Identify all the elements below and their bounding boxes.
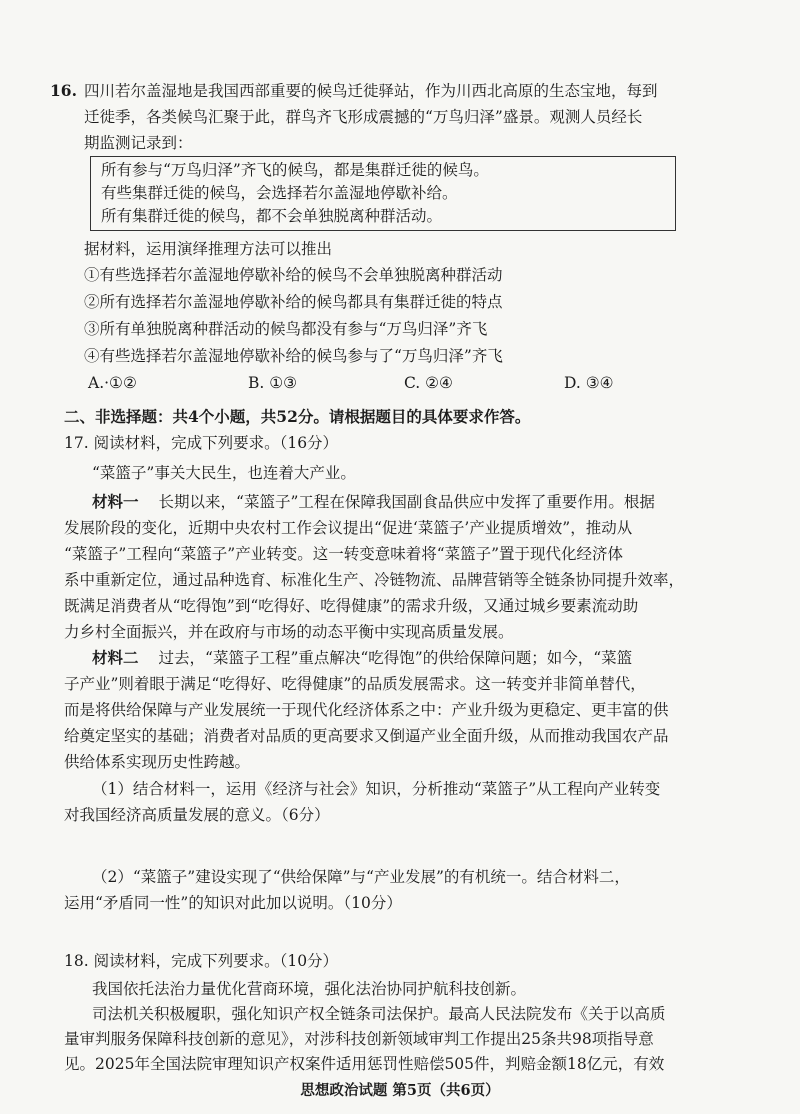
material1-text: 长期以来，“菜篮子”工程在保障我国副食品供应中发挥了重要作用。根据 (158, 493, 655, 511)
q16-stem-line: 四川若尔盖湿地是我国西部重要的候鸟迁徙驿站，作为川西北高原的生态宝地，每到 (84, 82, 658, 100)
material2-first-line (92, 647, 632, 669)
option-a[interactable]: A.·①② (88, 374, 137, 392)
q16-number: 16. (50, 81, 77, 100)
q16-statement: ②所有选择若尔盖湿地停歇补给的候鸟都具有集群迁徙的特点 (84, 293, 503, 311)
q17-sub2-line: （2）“菜篮子”建设实现了“供给保障”与“产业发展”的有机统一。结合材料二， (92, 868, 630, 886)
material2-line: 给奠定坚实的基础；消费者对品质的更高要求又倒逼产业全面升级，从而推动我国农产品 (64, 727, 669, 745)
q18-line: 我国依托法治力量优化营商环境，强化法治协同护航科技创新。 (92, 980, 527, 998)
q17-sub2-line: 运用“矛盾同一性”的知识对此加以说明。（10分） (64, 894, 402, 912)
q16-prompt: 据材料，运用演绎推理方法可以推出 (84, 240, 333, 258)
material1-line: 既满足消费者从“吃得饱”到“吃得好、吃得健康”的需求升级，又通过城乡要素流动助 (64, 597, 639, 615)
q16-options (88, 372, 708, 394)
material1-line: “菜篮子”工程向“菜篮子”产业转变。这一转变意味着将“菜篮子”置于现代化经济体 (64, 545, 624, 563)
material2-line: 供给体系实现历史性跨越。 (64, 753, 251, 771)
material2-line: 而是将供给保障与产业发展统一于现代化经济体系之中：产业升级为更稳定、更丰富的供 (64, 701, 669, 719)
observation-line: 所有集群迁徙的候鸟，都不会单独脱离种群活动。 (101, 207, 443, 225)
material2-label: 材料二 (92, 648, 139, 667)
q16-statement: ③所有单独脱离种群活动的候鸟都没有参与“万鸟归泽”齐飞 (84, 320, 488, 338)
page-footer: 思想政治试题 第5页（共6页） (300, 1082, 500, 1099)
q17-sub1-line: （1）结合材料一，运用《经济与社会》知识，分析推动“菜篮子”从工程向产业转变 (92, 780, 661, 798)
q18-line: 司法机关积极履职，强化知识产权全链条司法保护。最高人民法院发布《关于以高质 (92, 1005, 666, 1023)
material2-text: 过去，“菜篮子工程”重点解决“吃得饱”的供给保障问题；如今，“菜篮 (158, 649, 633, 667)
observation-box (90, 156, 676, 231)
section-heading: 二、非选择题：共4个小题，共52分。请根据题目的具体要求作答。 (64, 407, 531, 426)
q16-stem-line: 期监测记录到： (84, 134, 193, 152)
option-d[interactable]: D. ③④ (564, 374, 614, 392)
material1-label: 材料一 (92, 492, 139, 511)
q18-line: 见。2025年全国法院审理知识产权案件适用惩罚性赔偿505件，判赔金额18亿元，有效 (64, 1055, 665, 1073)
material1-line: 系中重新定位，通过品种选育、标准化生产、冷链物流、品牌营销等全链条协同提升效率， (64, 571, 685, 589)
q17-title: 17. 阅读材料，完成下列要求。（16分） (64, 434, 339, 452)
material1-line: 发展阶段的变化，近期中央农村工作会议提出“促进‘菜篮子’产业提质增效”，推动从 (64, 519, 633, 537)
observation-line: 有些集群迁徙的候鸟，会选择若尔盖湿地停歇补给。 (101, 184, 458, 202)
material1-line: 力乡村全面振兴，并在政府与市场的动态平衡中实现高质量发展。 (64, 623, 514, 641)
q18-title: 18. 阅读材料，完成下列要求。（10分） (64, 952, 339, 970)
option-c[interactable]: C. ②④ (404, 374, 453, 392)
observation-line: 所有参与“万鸟归泽”齐飞的候鸟，都是集群迁徙的候鸟。 (101, 161, 489, 179)
option-b[interactable]: B. ①③ (248, 374, 298, 392)
q17-intro: “菜篮子”事关大民生，也连着大产业。 (92, 464, 356, 482)
q16-stem-line: 迁徙季，各类候鸟汇聚于此，群鸟齐飞形成震撼的“万鸟归泽”盛景。观测人员经长 (84, 108, 643, 126)
material2-line: 子产业”则着眼于满足“吃得好、吃得健康”的品质发展需求。这一转变并非简单替代， (64, 675, 646, 693)
q17-sub1-line: 对我国经济高质量发展的意义。（6分） (64, 806, 330, 824)
q16-statement: ④有些选择若尔盖湿地停歇补给的候鸟参与了“万鸟归泽”齐飞 (84, 347, 503, 365)
q16-statement: ①有些选择若尔盖湿地停歇补给的候鸟不会单独脱离种群活动 (84, 266, 503, 284)
q18-line: 量审判服务保障科技创新的意见》，对涉科技创新领域审判工作提出25条共98项指导意 (64, 1030, 654, 1048)
material1-first-line (92, 491, 655, 513)
